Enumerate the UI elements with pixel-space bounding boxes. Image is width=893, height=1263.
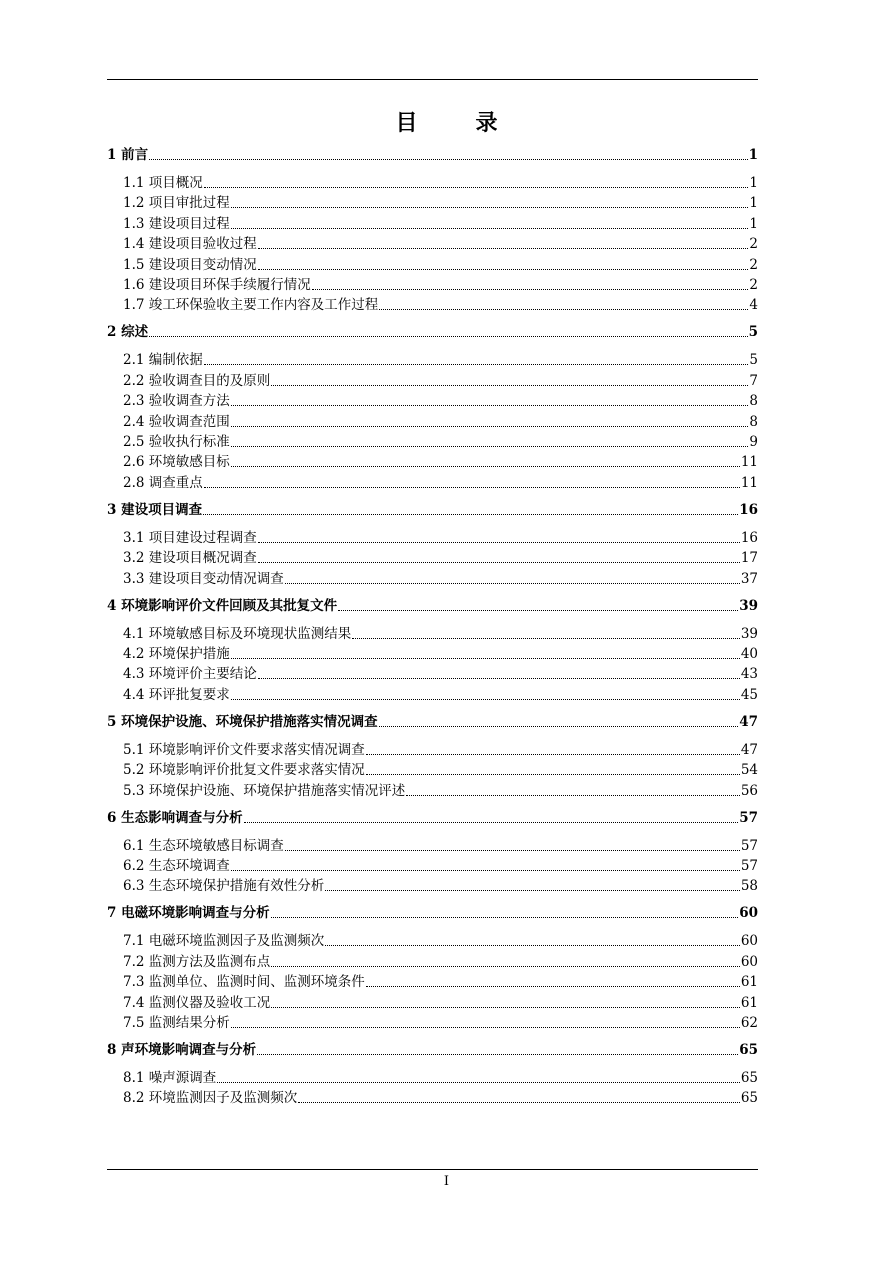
toc-chapter-entry[interactable] xyxy=(107,320,758,340)
toc-entry-page: 39 xyxy=(739,598,758,614)
toc-entry-page: 65 xyxy=(739,1042,758,1058)
toc-section-entry[interactable] xyxy=(123,642,758,662)
toc-entry-label: 1.1 项目概况 xyxy=(123,175,203,191)
toc-entry-label: 2.5 验收执行标准 xyxy=(123,434,230,450)
toc-chapter-entry[interactable] xyxy=(107,901,758,921)
toc-entry-page: 62 xyxy=(740,1015,758,1031)
toc-entry-label: 2.3 验收调查方法 xyxy=(123,393,230,409)
toc-entry-page: 16 xyxy=(739,502,758,518)
toc-entry-page: 4 xyxy=(749,297,758,313)
toc-entry-label: 8 声环境影响调查与分析 xyxy=(107,1042,257,1058)
toc-section-entry[interactable] xyxy=(123,389,758,409)
toc-leader-dots xyxy=(325,945,740,946)
header-rule xyxy=(107,79,758,80)
toc-entry-label: 1 前言 xyxy=(107,147,149,163)
toc-section-entry[interactable] xyxy=(123,253,758,273)
toc-leader-dots xyxy=(271,385,748,386)
toc-section-entry[interactable] xyxy=(123,546,758,566)
toc-section-entry[interactable] xyxy=(123,929,758,949)
toc-leader-dots xyxy=(258,562,740,563)
toc-leader-dots xyxy=(244,822,739,823)
toc-entry-page: 5 xyxy=(748,324,758,340)
toc-leader-dots xyxy=(271,1007,740,1008)
toc-entry-label: 4 环境影响评价文件回顾及其批复文件 xyxy=(107,598,338,614)
toc-leader-dots xyxy=(285,583,740,584)
toc-leader-dots xyxy=(149,336,748,337)
toc-entry-label: 8.1 噪声源调查 xyxy=(123,1070,217,1086)
toc-entry-label: 5.2 环境影响评价批复文件要求落实情况 xyxy=(123,762,365,778)
toc-leader-dots xyxy=(149,159,748,160)
toc-section-entry[interactable] xyxy=(123,273,758,293)
toc-entry-label: 7.2 监测方法及监测布点 xyxy=(123,954,271,970)
toc-entry-label: 7.4 监测仪器及验收工况 xyxy=(123,995,271,1011)
toc-chapter-entry[interactable] xyxy=(107,594,758,614)
toc-entry-page: 7 xyxy=(749,373,758,389)
toc-entry-label: 4.4 环评批复要求 xyxy=(123,687,230,703)
toc-section-entry[interactable] xyxy=(123,738,758,758)
toc-entry-label: 4.1 环境敏感目标及环境现状监测结果 xyxy=(123,626,352,642)
toc-entry-label: 5 环境保护设施、环境保护措施落实情况调查 xyxy=(107,714,378,730)
toc-leader-dots xyxy=(231,466,740,467)
toc-entry-label: 4.2 环境保护措施 xyxy=(123,646,230,662)
toc-entry-label: 3.1 项目建设过程调查 xyxy=(123,530,257,546)
toc-chapter-entry[interactable] xyxy=(107,806,758,826)
toc-section-entry[interactable] xyxy=(123,450,758,470)
toc-entry-page: 60 xyxy=(740,954,758,970)
toc-entry-page: 9 xyxy=(749,434,758,450)
toc-entry-page: 65 xyxy=(740,1070,758,1086)
toc-entry-label: 8.2 环境监测因子及监测频次 xyxy=(123,1090,298,1106)
toc-entry-page: 61 xyxy=(740,995,758,1011)
toc-entry-page: 2 xyxy=(749,277,758,293)
toc-section-entry[interactable] xyxy=(123,369,758,389)
toc-section-entry[interactable] xyxy=(123,950,758,970)
toc-section-entry[interactable] xyxy=(123,526,758,546)
toc-entry-page: 2 xyxy=(749,257,758,273)
toc-section-entry[interactable] xyxy=(123,293,758,313)
toc-entry-label: 1.7 竣工环保验收主要工作内容及工作过程 xyxy=(123,297,379,313)
toc-entry-page: 56 xyxy=(740,783,758,799)
toc-entry-page: 1 xyxy=(748,147,758,163)
toc-entry-label: 6.3 生态环境保护措施有效性分析 xyxy=(123,878,325,894)
toc-leader-dots xyxy=(406,795,740,796)
toc-section-entry[interactable] xyxy=(123,779,758,799)
toc-leader-dots xyxy=(325,890,740,891)
toc-leader-dots xyxy=(312,289,749,290)
toc-entry-label: 2.1 编制依据 xyxy=(123,352,203,368)
toc-entry-label: 6 生态影响调查与分析 xyxy=(107,810,243,826)
toc-leader-dots xyxy=(231,426,749,427)
toc-section-entry[interactable] xyxy=(123,834,758,854)
toc-entry-label: 6.1 生态环境敏感目标调查 xyxy=(123,838,284,854)
toc-entry-label: 1.3 建设项目过程 xyxy=(123,216,230,232)
toc-section-entry[interactable] xyxy=(123,430,758,450)
toc-section-entry[interactable] xyxy=(123,410,758,430)
toc-leader-dots xyxy=(204,364,749,365)
toc-entry-page: 16 xyxy=(740,530,758,546)
toc-section-entry[interactable] xyxy=(123,1011,758,1031)
toc-section-entry[interactable] xyxy=(123,1086,758,1106)
toc-entry-page: 8 xyxy=(749,414,758,430)
toc-leader-dots xyxy=(231,207,749,208)
toc-entry-page: 1 xyxy=(749,216,758,232)
page-title: 目 录 xyxy=(395,110,516,136)
toc-entry-page: 8 xyxy=(749,393,758,409)
toc-leader-dots xyxy=(366,774,740,775)
toc-entry-page: 58 xyxy=(740,878,758,894)
toc-entry-page: 65 xyxy=(740,1090,758,1106)
toc-chapter-entry[interactable] xyxy=(107,498,758,518)
toc-entry-label: 3.3 建设项目变动情况调查 xyxy=(123,571,284,587)
toc-leader-dots xyxy=(231,658,740,659)
toc-entry-page: 57 xyxy=(739,810,758,826)
toc-entry-page: 17 xyxy=(740,550,758,566)
toc-entry-label: 7 电磁环境影响调查与分析 xyxy=(107,905,270,921)
toc-leader-dots xyxy=(271,966,740,967)
toc-entry-label: 7.3 监测单位、监测时间、监测环境条件 xyxy=(123,974,365,990)
toc-leader-dots xyxy=(298,1102,740,1103)
toc-entry-label: 3.2 建设项目概况调查 xyxy=(123,550,257,566)
toc-entry-label: 2.6 环境敏感目标 xyxy=(123,454,230,470)
toc-section-entry[interactable] xyxy=(123,348,758,368)
toc-section-entry[interactable] xyxy=(123,567,758,587)
toc-chapter-entry[interactable] xyxy=(107,1038,758,1058)
toc-leader-dots xyxy=(258,678,740,679)
toc-section-entry[interactable] xyxy=(123,212,758,232)
toc-leader-dots xyxy=(231,870,740,871)
toc-section-entry[interactable] xyxy=(123,854,758,874)
toc-entry-page: 40 xyxy=(740,646,758,662)
toc-leader-dots xyxy=(231,446,749,447)
toc-entry-page: 43 xyxy=(740,666,758,682)
footer-rule xyxy=(107,1169,758,1170)
toc-entry-page: 57 xyxy=(740,838,758,854)
toc-leader-dots xyxy=(217,1082,740,1083)
toc-entry-page: 60 xyxy=(739,905,758,921)
toc-leader-dots xyxy=(366,986,740,987)
toc-entry-label: 5.3 环境保护设施、环境保护措施落实情况评述 xyxy=(123,783,406,799)
toc-leader-dots xyxy=(285,850,740,851)
toc-entry-page: 45 xyxy=(740,687,758,703)
toc-entry-label: 7.1 电磁环境监测因子及监测频次 xyxy=(123,933,325,949)
toc-entry-label: 1.2 项目审批过程 xyxy=(123,195,230,211)
toc-entry-label: 6.2 生态环境调查 xyxy=(123,858,230,874)
toc-leader-dots xyxy=(366,754,740,755)
toc-section-entry[interactable] xyxy=(123,191,758,211)
toc-section-entry[interactable] xyxy=(123,171,758,191)
toc-leader-dots xyxy=(203,514,738,515)
toc-entry-page: 1 xyxy=(749,175,758,191)
toc-entry-label: 2.2 验收调查目的及原则 xyxy=(123,373,271,389)
toc-entry-page: 47 xyxy=(740,742,758,758)
toc-leader-dots xyxy=(204,187,749,188)
toc-leader-dots xyxy=(258,269,749,270)
toc-leader-dots xyxy=(231,405,749,406)
toc-leader-dots xyxy=(352,638,740,639)
toc-entry-label: 1.6 建设项目环保手续履行情况 xyxy=(123,277,311,293)
toc-section-entry[interactable] xyxy=(123,874,758,894)
toc-entry-page: 57 xyxy=(740,858,758,874)
toc-leader-dots xyxy=(271,917,739,918)
toc-section-entry[interactable] xyxy=(123,758,758,778)
toc-leader-dots xyxy=(258,248,749,249)
toc-leader-dots xyxy=(258,542,740,543)
toc-entry-page: 37 xyxy=(740,571,758,587)
toc-section-entry[interactable] xyxy=(123,662,758,682)
toc-entry-page: 11 xyxy=(740,475,758,491)
toc-leader-dots xyxy=(338,610,738,611)
toc-section-entry[interactable] xyxy=(123,232,758,252)
toc-section-entry[interactable] xyxy=(123,471,758,491)
toc-section-entry[interactable] xyxy=(123,1066,758,1086)
toc-entry-page: 54 xyxy=(740,762,758,778)
toc-leader-dots xyxy=(379,726,739,727)
toc-entry-label: 5.1 环境影响评价文件要求落实情况调查 xyxy=(123,742,365,758)
toc-entry-page: 61 xyxy=(740,974,758,990)
toc-chapter-entry[interactable] xyxy=(107,143,758,163)
toc-leader-dots xyxy=(231,228,749,229)
toc-leader-dots xyxy=(257,1054,738,1055)
toc-section-entry[interactable] xyxy=(123,991,758,1011)
toc-entry-label: 2.4 验收调查范围 xyxy=(123,414,230,430)
toc-entry-page: 39 xyxy=(740,626,758,642)
toc-section-entry[interactable] xyxy=(123,683,758,703)
toc-entry-page: 60 xyxy=(740,933,758,949)
toc-entry-page: 1 xyxy=(749,195,758,211)
toc-entry-page: 2 xyxy=(749,236,758,252)
toc-entry-label: 7.5 监测结果分析 xyxy=(123,1015,230,1031)
toc-entry-label: 4.3 环境评价主要结论 xyxy=(123,666,257,682)
toc-leader-dots xyxy=(204,487,740,488)
toc-section-entry[interactable] xyxy=(123,622,758,642)
toc-section-entry[interactable] xyxy=(123,970,758,990)
toc-entry-label: 3 建设项目调查 xyxy=(107,502,203,518)
toc-chapter-entry[interactable] xyxy=(107,710,758,730)
toc-entry-label: 1.5 建设项目变动情况 xyxy=(123,257,257,273)
toc-entry-page: 47 xyxy=(739,714,758,730)
toc-entry-page: 5 xyxy=(749,352,758,368)
toc-leader-dots xyxy=(379,309,748,310)
toc-entry-label: 2.8 调查重点 xyxy=(123,475,203,491)
toc-entry-label: 2 综述 xyxy=(107,324,149,340)
footer-page-number: I xyxy=(443,1174,450,1189)
toc-entry-label: 1.4 建设项目验收过程 xyxy=(123,236,257,252)
toc-leader-dots xyxy=(231,1027,740,1028)
toc-leader-dots xyxy=(231,699,740,700)
toc-entry-page: 11 xyxy=(740,454,758,470)
